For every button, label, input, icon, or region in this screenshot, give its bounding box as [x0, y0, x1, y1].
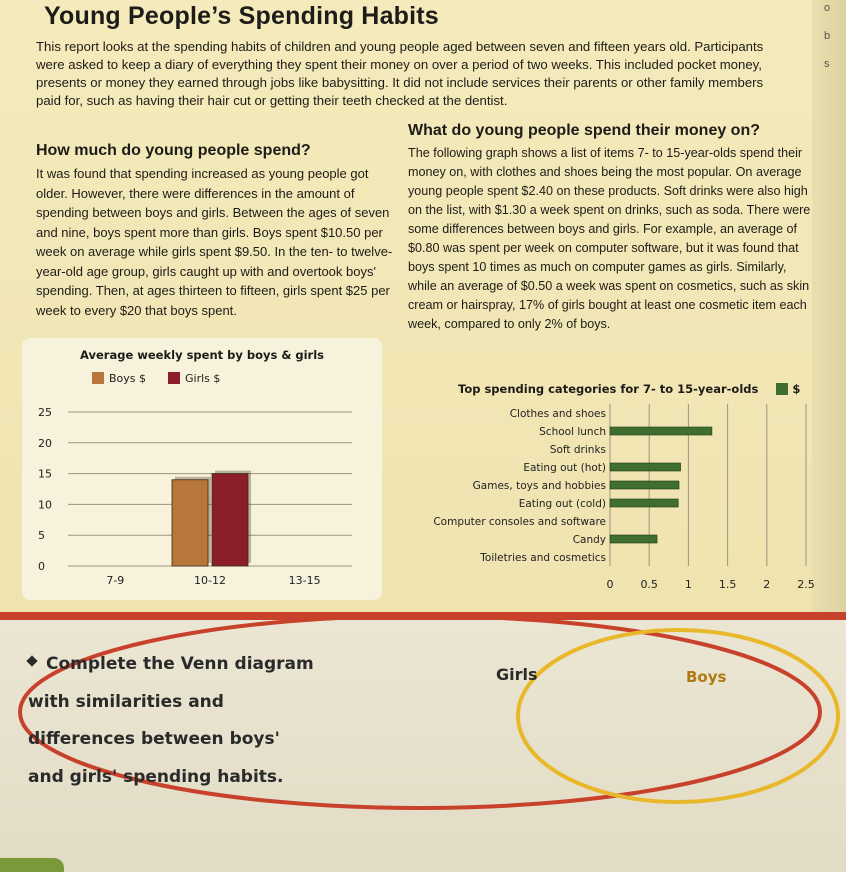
bar-category — [610, 481, 679, 489]
page-title: Young People’s Spending Habits — [44, 2, 439, 30]
venn-circle-boys[interactable] — [518, 630, 838, 802]
category-label: Toiletries and cosmetics — [480, 552, 606, 564]
bar-category — [610, 463, 681, 471]
venn-label-girls: Girls — [496, 665, 538, 684]
task-instructions — [28, 646, 328, 796]
left-section — [36, 142, 396, 320]
task-line: Complete the Venn diagram — [46, 654, 314, 674]
venn-label-boys: Boys — [686, 668, 727, 686]
category-label: Games, toys and hobbies — [472, 480, 606, 492]
task-line: with similarities and — [28, 691, 224, 712]
chart-left-canvas — [22, 338, 382, 600]
category-label: School lunch — [539, 426, 606, 438]
intro-paragraph: This report looks at the spending habits of children and young people aged between seven and fifteen years old. Participants were asked to keep a diary of everything they spent their money on over a period of two weeks. This included pocket money, presents or money they earned through jobs like babysitting. It did not include services their parents or other family members paid for, such as having their hair cut or getting their teeth checked at the dentist. — [36, 39, 764, 108]
bar-girls-10-12 — [212, 474, 248, 566]
legend-label: Boys $ — [109, 372, 147, 385]
corner-tab — [0, 858, 64, 872]
x-tick-label: 10-12 — [194, 574, 226, 587]
x-tick-label: 0 — [606, 578, 614, 591]
bar-category — [610, 499, 678, 507]
task-line: differences between boys' — [28, 729, 280, 749]
category-label: Candy — [572, 534, 606, 546]
y-tick-label: 20 — [38, 436, 52, 450]
right-section — [408, 122, 818, 334]
y-tick-label: 0 — [38, 560, 45, 573]
legend-label: $ — [792, 382, 801, 396]
y-tick-label: 5 — [38, 529, 45, 543]
category-label: Soft drinks — [549, 444, 606, 456]
left-heading: How much do young people spend? — [36, 142, 311, 159]
chart-title-text: Top spending categories for 7- to 15-year-olds — [458, 382, 759, 396]
x-tick-label: 2.5 — [797, 578, 815, 591]
y-tick-label: 25 — [38, 406, 52, 419]
category-label: Eating out (cold) — [518, 498, 606, 510]
section-divider — [0, 612, 846, 620]
category-label: Clothes and shoes — [509, 408, 606, 420]
x-tick-label: 0.5 — [640, 578, 658, 591]
spending-by-age-chart — [22, 338, 382, 600]
edge-letter: b — [824, 30, 831, 42]
chart-right-canvas — [408, 374, 820, 606]
chart-title: Average weekly spent by boys & girls — [80, 348, 325, 362]
top-categories-chart — [408, 374, 820, 606]
left-body: It was found that spending increased as young people got older. However, there were differences in the amount of spending between boys and girls. Between the ages of seven and nine, boys spent more than girls. Boys spent $10.50 per week on average while girls spent $9.50. In the ten- to twelve-year-old age group, girls caught up with and overtook boys' spending. Then, at ages thirteen to fifteen, girls spent $25 per week to every $20 that boys spent. — [36, 166, 393, 318]
legend-label: Girls $ — [185, 372, 221, 385]
right-body: The following graph shows a list of items 7- to 15-year-olds spend their money on, with clothes and shoes being the most popular. On average young people spent $2.40 on these products. Soft drinks were also high on the list, with $1.30 a week spent on drinks, such as soda. There were some differences between boys and girls. For example, an average of $0.80 was spent per week on computer software, but it was found that boys spent 10 times as much on computer games as girls. Similarly, while an average of $0.50 a week was spent on cosmetics, such as skin cream or hairspray, 17% of girls bought at least one cosmetic item each week, compared to only 2% of boys. — [408, 146, 811, 331]
bar-boys-10-12 — [172, 480, 208, 566]
edge-letter: o — [824, 2, 831, 14]
y-tick-label: 15 — [38, 467, 52, 481]
edge-letter: s — [824, 58, 830, 70]
x-tick-label: 2 — [763, 578, 771, 591]
x-tick-label: 13-15 — [288, 574, 321, 587]
category-label: Eating out (hot) — [523, 462, 606, 474]
x-tick-label: 7-9 — [106, 574, 125, 587]
task-line: and girls' spending habits. — [28, 766, 284, 787]
x-tick-label: 1 — [684, 578, 692, 591]
right-heading: What do young people spend their money on? — [408, 122, 760, 139]
y-tick-label: 10 — [38, 498, 52, 512]
category-label: Computer consoles and software — [433, 516, 606, 528]
x-tick-label: 1.5 — [718, 578, 737, 591]
bar-category — [610, 535, 657, 543]
bar-category — [610, 427, 712, 435]
